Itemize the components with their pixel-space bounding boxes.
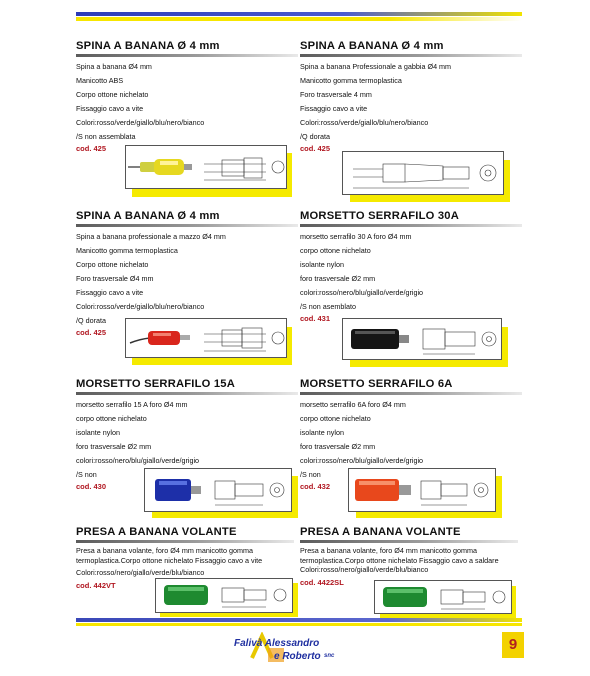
spec-line: colori:rosso/nero/blu/giallo/verde/grigio <box>300 288 424 297</box>
product-image <box>342 318 502 360</box>
product-title: PRESA A BANANA VOLANTE <box>300 526 461 538</box>
spec-line: corpo ottone nichelato <box>300 246 371 255</box>
product-title: MORSETTO SERRAFILO 6A <box>300 378 453 390</box>
product-image <box>125 145 287 189</box>
product-code: cod. 425 <box>300 144 331 153</box>
spec-line: Fissaggio cavo a vite <box>76 288 144 297</box>
spec-line: Foro trasversale 4 mm <box>300 90 372 99</box>
product-title: PRESA A BANANA VOLANTE <box>76 526 237 538</box>
spec-line: Corpo ottone nichelato <box>76 260 149 269</box>
company-logo <box>228 632 368 666</box>
spec-line: Colori:rosso/verde/giallo/blu/nero/bianco <box>300 118 429 127</box>
product-image <box>348 468 496 512</box>
spec-line: morsetto serrafilo 30 A foro Ø4 mm <box>300 232 412 241</box>
spec-line: Foro trasversale Ø4 mm <box>76 274 154 283</box>
spec-line: Spina a banana Professionale a gabbia Ø4 mm <box>300 62 452 71</box>
title-rule <box>76 392 298 395</box>
product-image <box>155 578 293 613</box>
product-description: Presa a banana volante, foro Ø4 mm manicotto gomma termoplastica.Corpo ottone nichelato Fissaggio cavo a saldare <box>300 546 499 565</box>
product-code: cod. 431 <box>300 314 331 323</box>
product-code: cod. 432 <box>300 482 331 491</box>
page-number: 9 <box>502 632 524 658</box>
spec-line: Manicotto ABS <box>76 76 124 85</box>
brand-name-line2: e Roberto <box>274 651 321 662</box>
spec-line: isolante nylon <box>76 428 120 437</box>
spec-line: /S non assemblata <box>76 132 136 141</box>
product-image <box>342 151 504 195</box>
product-image <box>144 468 292 512</box>
brand-name: Falivà Alessandro <box>234 638 320 649</box>
spec-line: foro trasversale Ø2 mm <box>300 442 376 451</box>
product-code: cod. 425 <box>76 328 107 337</box>
color-options: Colori:rosso/nero/giallo/verde/blu/bianco <box>300 565 429 574</box>
product-description: Presa a banana volante, foro Ø4 mm manicotto gomma termoplastica.Corpo ottone nichelato Fissaggio cavo a vite <box>76 546 263 565</box>
product-code: cod. 4422SL <box>300 577 344 587</box>
spec-line: /S non <box>300 470 321 479</box>
title-rule <box>76 540 294 543</box>
spec-line: Fissaggio cavo a vite <box>76 104 144 113</box>
title-rule <box>300 392 522 395</box>
title-rule <box>300 224 522 227</box>
title-rule <box>300 540 518 543</box>
title-rule <box>76 54 298 57</box>
spec-line: morsetto serrafilo 15 A foro Ø4 mm <box>76 400 188 409</box>
spec-line: corpo ottone nichelato <box>76 414 147 423</box>
product-code: cod. 425 <box>76 144 107 153</box>
product-title: SPINA A BANANA Ø 4 mm <box>300 40 444 52</box>
spec-line: Fissaggio cavo a vite <box>300 104 368 113</box>
spec-line: isolante nylon <box>300 260 344 269</box>
spec-line: /S non asemblato <box>300 302 356 311</box>
spec-line: /Q dorata <box>76 316 106 325</box>
product-title: SPINA A BANANA Ø 4 mm <box>76 210 220 222</box>
spec-line: Colori:rosso/verde/giallo/blu/nero/bianco <box>76 118 205 127</box>
spec-line: Spina a banana professionale a mazzo Ø4 mm <box>76 232 226 241</box>
product-title: SPINA A BANANA Ø 4 mm <box>76 40 220 52</box>
spec-line: Colori:rosso/verde/giallo/blu/nero/bianco <box>76 302 205 311</box>
spec-line: Spina a banana Ø4 mm <box>76 62 152 71</box>
spec-line: colori:rosso/nero/blu/giallo/verde/grigio <box>300 456 424 465</box>
spec-line: foro trasversale Ø2 mm <box>76 442 152 451</box>
product-image <box>125 318 287 358</box>
title-rule <box>300 54 522 57</box>
spec-line: foro trasversale Ø2 mm <box>300 274 376 283</box>
top-decorative-bar <box>76 12 522 22</box>
product-code: cod. 430 <box>76 482 107 491</box>
spec-line: colori:rosso/nero/blu/giallo/verde/grigio <box>76 456 200 465</box>
spec-line: Corpo ottone nichelato <box>76 90 149 99</box>
spec-line: isolante nylon <box>300 428 344 437</box>
bottom-decorative-bar <box>76 618 522 628</box>
spec-line: Manicotto gomma termoplastica <box>300 76 402 85</box>
color-options: Colori:rosso/nero/giallo/verde/blu/bianco <box>76 568 205 577</box>
spec-line: corpo ottone nichelato <box>300 414 371 423</box>
brand-suffix: snc <box>324 653 335 659</box>
spec-line: morsetto serrafilo 6A foro Ø4 mm <box>300 400 406 409</box>
spec-line: /Q dorata <box>300 132 330 141</box>
product-title: MORSETTO SERRAFILO 15A <box>76 378 235 390</box>
title-rule <box>76 224 298 227</box>
spec-line: Manicotto gomma termoplastica <box>76 246 178 255</box>
spec-line: /S non <box>76 470 97 479</box>
product-title: MORSETTO SERRAFILO 30A <box>300 210 459 222</box>
product-code: cod. 442VT <box>76 580 116 590</box>
product-image <box>374 580 512 614</box>
